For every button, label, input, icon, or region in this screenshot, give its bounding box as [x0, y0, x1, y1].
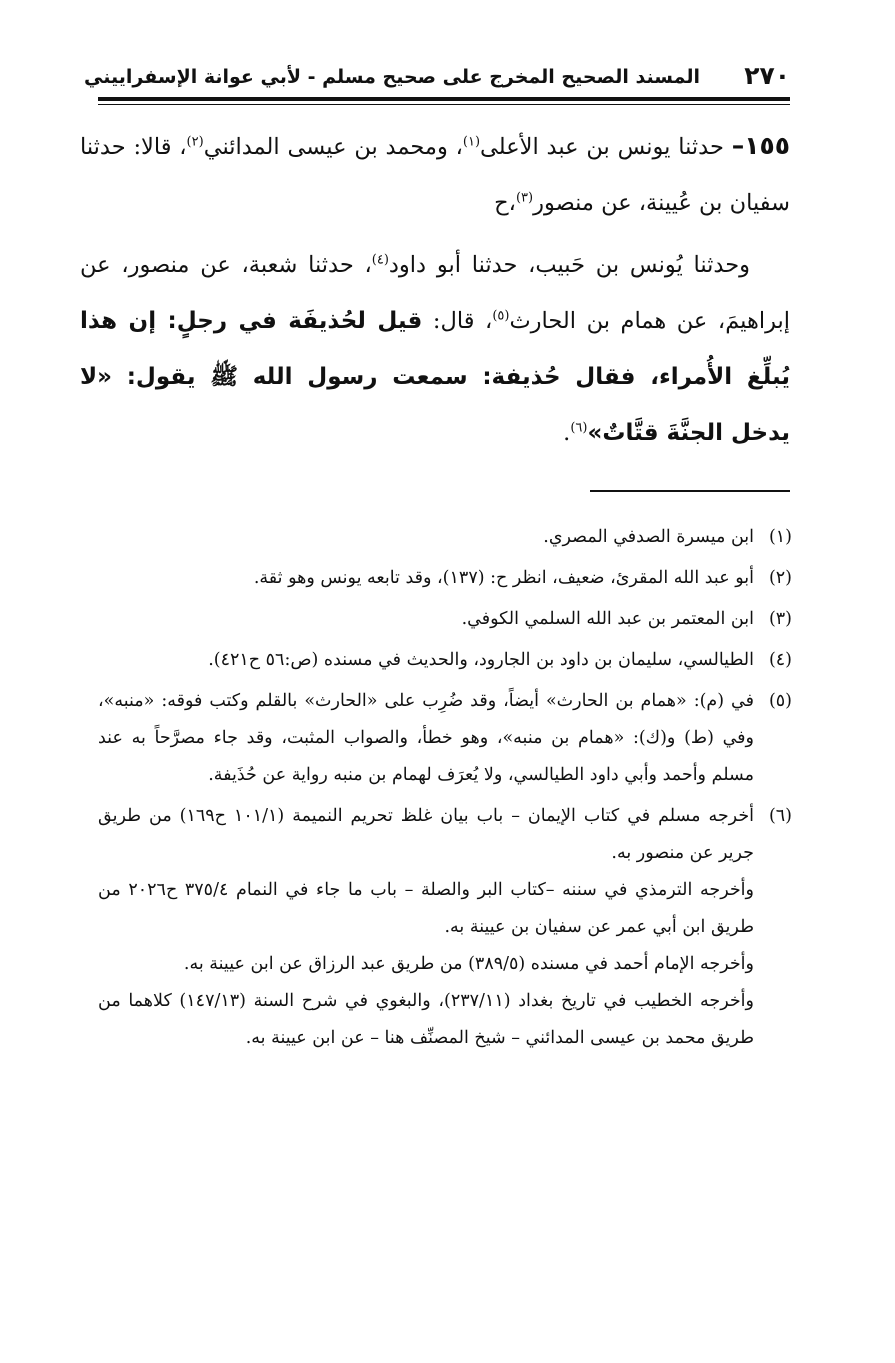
footnote-marker: (٤) [768, 650, 792, 670]
text-run: ، حدثنا شعبة، عن منصور، عن إبراهيمَ، عن همام بن الحارث [80, 252, 790, 334]
footnote-ref-5: (٥) [492, 308, 510, 324]
footnote-line: وأخرجه الإمام أحمد في مسنده (٣٨٩/٥) من طريق عبد الرزاق عن ابن عيينة به. [183, 954, 754, 974]
hadith-paragraph-1 [80, 118, 790, 231]
main-text [80, 118, 790, 467]
text-run: . [563, 420, 571, 446]
text-run: ، قال: [422, 308, 493, 334]
footnote-marker: (٢) [768, 568, 792, 588]
footnote-marker: (١) [768, 527, 792, 547]
footnote-marker: (٦) [768, 806, 792, 826]
running-title: المسند الصحيح المخرج على صحيح مسلم - لأبي عوانة الإسفراييني [84, 66, 700, 88]
footnote-ref-4: (٤) [371, 252, 389, 268]
header-rule-thick [98, 97, 790, 101]
hadith-paragraph-2 [80, 237, 790, 461]
footnote-text [98, 798, 754, 1057]
footnote-text: ابن ميسرة الصدفي المصري. [543, 527, 754, 547]
footnote-line: وأخرجه الخطيب في تاريخ بغداد (٢٣٧/١١)، والبغوي في شرح السنة (١٤٧/١٣) كلاهما من طريق محمد بن عيسى المدائني – شيخ المصنِّف هنا – عن ابن عيينة به. [98, 991, 754, 1048]
footnote-line: أخرجه مسلم في كتاب الإيمان – باب بيان غلظ تحريم النميمة (١٠١/١ ح١٦٩) من طريق جرير عن منصور به. [98, 806, 755, 863]
footnote [98, 642, 792, 679]
footnote-marker: (٣) [768, 609, 792, 629]
footnote-text: الطيالسي، سليمان بن داود بن الجارود، والحديث في مسنده (ص:٥٦ ح٤٢١). [208, 650, 754, 670]
footnote [98, 519, 792, 556]
footnote [98, 798, 792, 1057]
text-run: حدثنا يونس بن عبد الأعلى [480, 134, 724, 160]
footnote-ref-1: (١) [462, 134, 481, 150]
hadith-number: ١٥٥– [731, 131, 790, 160]
footnote [98, 683, 792, 794]
footnote-marker: (٥) [768, 691, 792, 711]
text-run: وحدثنا يُونس بن حَبيب، حدثنا أبو داود [388, 252, 750, 278]
hadith-matn: قيل لحُذيفَة في رجلٍ: إن هذا يُبلِّغ الأُمراء، فقال حُذيفة: سمعت رسول الله ﷺ يقول: «لا يدخل الجنَّةَ قتَّاتٌ» [80, 308, 790, 446]
footnote-text: ابن المعتمر بن عبد الله السلمي الكوفي. [461, 609, 754, 629]
text-run: ، ومحمد بن عيسى المدائني [203, 134, 463, 160]
footnote [98, 560, 792, 597]
header-rule-thin [98, 104, 790, 105]
footnote-ref-2: (٢) [186, 134, 204, 150]
page-number: ٢٧٠ [744, 61, 790, 90]
running-header [84, 58, 790, 98]
footnote-ref-6: (٦) [570, 420, 588, 436]
footnote [98, 601, 792, 638]
footnote-ref-3: (٣) [515, 190, 534, 206]
footnote-text: أبو عبد الله المقرئ، ضعيف، انظر ح: (١٣٧)، وقد تابعه يونس وهو ثقة. [253, 568, 754, 588]
footnote-text: في (م): «همام بن الحارث» أيضاً، وقد ضُرِب على «الحارث» بالقلم وكتب فوقه: «منبه»، وفي (ط) و(ك): «همام بن منبه»، وهو خطأ، والصواب المثبت، وقد جاء مصرَّحاً به عند مسلم وأحمد وأبي داود الطيالسي، ولا يُعرَف لهمام بن منبه رواية عن حُذَيفة. [98, 691, 754, 785]
footnotes [98, 519, 792, 1061]
footnote-separator [590, 490, 790, 492]
text-run: ،ح [494, 190, 516, 216]
footnote-line: وأخرجه الترمذي في سننه –كتاب البر والصلة – باب ما جاء في النمام ٣٧٥/٤ ح٢٠٢٦ من طريق ابن أبي عمر عن سفيان بن عيينة به. [98, 880, 754, 937]
text-run: ، قالا: حدثنا سفيان بن عُيينة، عن منصور [80, 134, 790, 216]
